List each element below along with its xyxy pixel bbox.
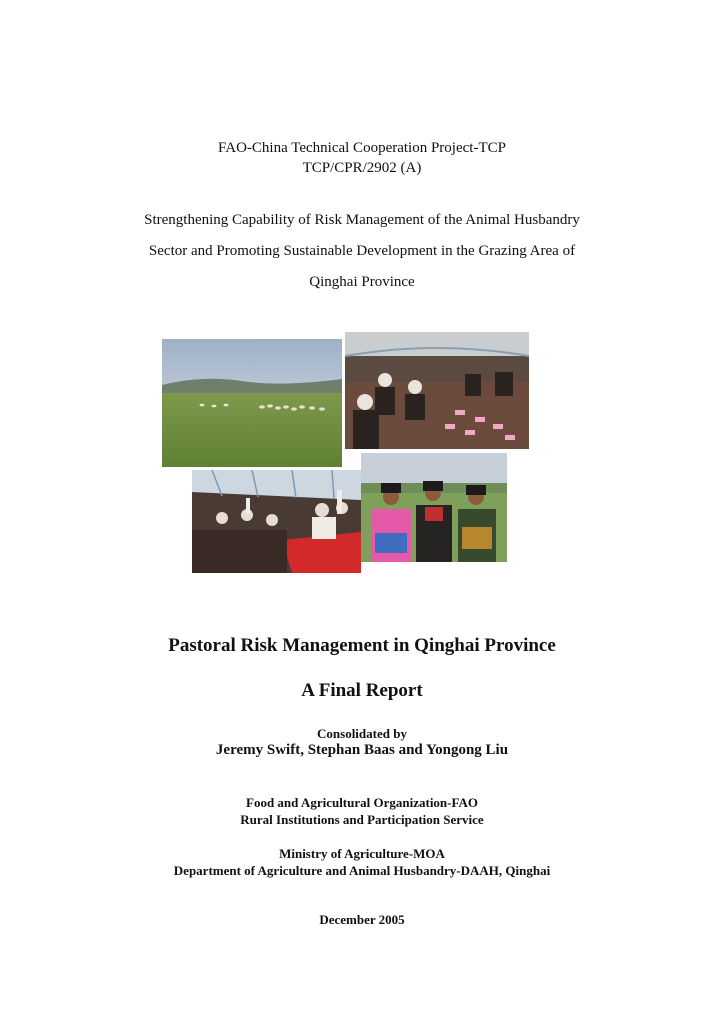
subtitle-line-3: Qinghai Province (309, 274, 415, 290)
report-date: December 2005 (319, 912, 405, 927)
three-women-photo (361, 453, 507, 562)
fao-block (0, 794, 724, 828)
moa-block (0, 845, 724, 879)
project-code: TCP/CPR/2902 (A) (302, 160, 422, 176)
subtitle-line-1: Strengthening Capability of Risk Management of the Animal Husbandry (144, 212, 580, 228)
project-subtitle (0, 205, 724, 298)
fao-name: Food and Agricultural Organization-FAO (246, 795, 478, 810)
grassland-sheep-photo (162, 339, 342, 467)
report-title: Pastoral Risk Management in Qinghai Province (168, 635, 556, 656)
authors: Jeremy Swift, Stephan Baas and Yongong Liu (215, 742, 509, 758)
project-title: FAO-China Technical Cooperation Project-TCP (218, 140, 506, 156)
moa-name: Ministry of Agriculture-MOA (279, 846, 445, 861)
project-header (0, 138, 724, 178)
daah-name: Department of Agriculture and Animal Husbandry-DAAH, Qinghai (173, 863, 551, 878)
subtitle-line-2: Sector and Promoting Sustainable Development in the Grazing Area of (148, 243, 576, 259)
report-subtitle: A Final Report (301, 680, 423, 701)
consolidated-label: Consolidated by (317, 726, 407, 741)
meeting-tent-photo (345, 332, 529, 449)
fao-service: Rural Institutions and Participation Service (240, 812, 484, 827)
raised-hands-meeting-photo (192, 470, 361, 573)
